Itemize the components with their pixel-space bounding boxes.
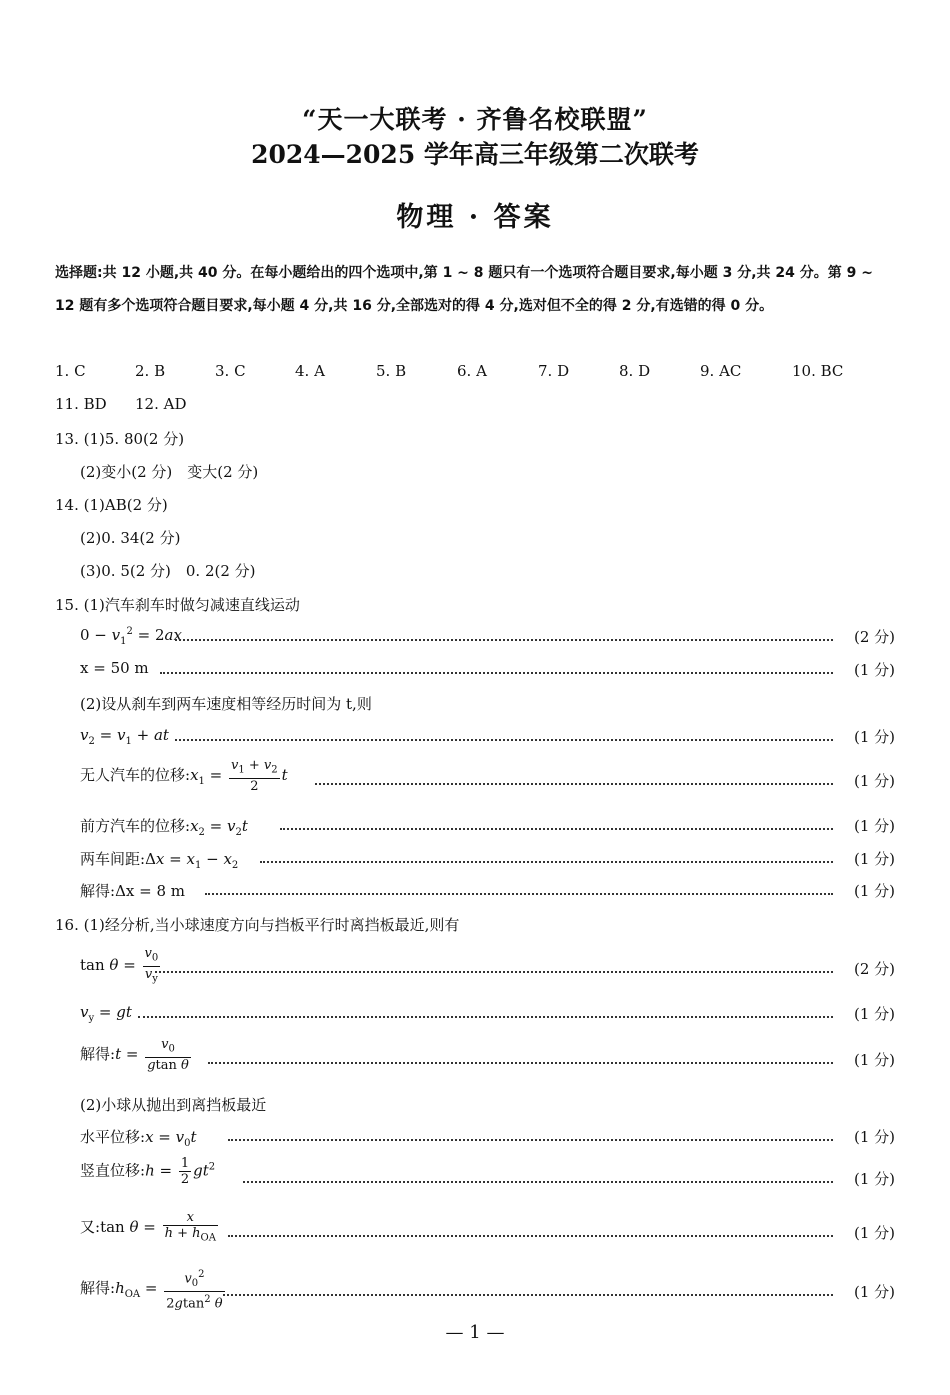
score: (1 分) xyxy=(853,882,895,900)
q15-eq-gap xyxy=(80,848,895,872)
mc-answer: 7. D xyxy=(538,362,570,380)
page-number: — 1 — xyxy=(445,1322,505,1343)
mc-answer: 5. B xyxy=(376,362,407,380)
equation: 前方汽车的位移$:x_2 = v_2t$ xyxy=(80,817,248,838)
q15-eq-x2 xyxy=(80,815,895,839)
equation: 水平位移:x = $v_0t$ xyxy=(80,1128,197,1149)
q15-eq-brake xyxy=(80,626,895,650)
q16-eq-hoa xyxy=(80,1269,895,1312)
q13-part2: (2)变小(2 分) 变大(2 分) xyxy=(80,463,259,481)
equation: 又:tan θ = $\frac{x}{h + h_{OA}}$ xyxy=(80,1210,216,1244)
equation: 解得:Δx = 8 m xyxy=(80,882,185,900)
q16-eq-horizontal xyxy=(80,1126,895,1150)
q15-eq-distance xyxy=(80,659,895,683)
q16-eq-vy xyxy=(80,1003,895,1027)
q16-eq-tan xyxy=(80,946,895,985)
mc-answer: 1. C xyxy=(55,362,86,380)
mc-answer: 11. BD xyxy=(55,395,107,413)
q14-part3: (3)0. 5(2 分) 0. 2(2 分) xyxy=(80,562,256,580)
score: (2 分) xyxy=(853,628,895,646)
leader-dots xyxy=(155,971,833,973)
score: (1 分) xyxy=(853,772,895,790)
q15-eq-x1 xyxy=(80,758,895,794)
equation: $v_y$ = gt xyxy=(80,1003,132,1024)
score: (1 分) xyxy=(853,661,895,679)
score: (1 分) xyxy=(853,850,895,868)
mc-answer: 12. AD xyxy=(135,395,187,413)
q15-eq-velocity xyxy=(80,726,895,750)
q16-eq-tan-geometry xyxy=(80,1210,895,1246)
equation: 两车间距:Δx = $x_1 - x_2$ xyxy=(80,850,239,871)
equation: 解得:t = $\frac{v_0}{\text{gtan θ}}$ xyxy=(80,1037,189,1073)
score: (1 分) xyxy=(853,1224,895,1242)
q16-eq-t xyxy=(80,1037,895,1073)
q14-part1: 14. (1)AB(2 分) xyxy=(55,496,168,514)
equation: x = 50 m xyxy=(80,659,149,677)
leader-dots xyxy=(260,861,833,863)
score: (1 分) xyxy=(853,1170,895,1188)
leader-dots xyxy=(175,739,833,741)
leader-dots xyxy=(175,639,833,641)
q16-part2: (2)小球从抛出到离挡板最近 xyxy=(80,1096,267,1114)
score: (1 分) xyxy=(853,728,895,746)
leader-dots xyxy=(208,1062,833,1064)
mc-answer: 2. B xyxy=(135,362,166,380)
leader-dots xyxy=(205,893,833,895)
leader-dots xyxy=(243,1181,833,1183)
equation: tan θ = $\frac{v_0}{v_y}$ xyxy=(80,946,159,985)
q15-eq-result xyxy=(80,880,895,904)
q13-part1: 13. (1)5. 80(2 分) xyxy=(55,430,185,448)
leader-dots xyxy=(138,1016,833,1018)
equation: 竖直位移:h = $\frac{1}{2}$ $gt^2$ xyxy=(80,1156,216,1187)
equation: 无人汽车的位移$:x_1$ = $\frac{v_1 + v_2}{2}$ t xyxy=(80,758,288,794)
leader-dots xyxy=(160,672,833,674)
exam-title: “天一大联考 · 齐鲁名校联盟” xyxy=(302,105,648,134)
leader-dots xyxy=(228,1235,833,1237)
mc-answer: 8. D xyxy=(619,362,651,380)
leader-dots xyxy=(315,783,833,785)
score: (2 分) xyxy=(853,960,895,978)
q15-part2: (2)设从刹车到两车速度相等经历时间为 t,则 xyxy=(80,695,372,713)
leader-dots xyxy=(228,1139,833,1141)
leader-dots xyxy=(223,1294,833,1296)
q15-intro: 15. (1)汽车刹车时做匀减速直线运动 xyxy=(55,596,300,614)
equation: 解得$:h_{OA}$ = $\frac{v_0^2}{2gtan^2 \theta}$ xyxy=(80,1269,223,1312)
leader-dots xyxy=(280,828,833,830)
mc-answer: 9. AC xyxy=(700,362,742,380)
q16-eq-vertical xyxy=(80,1156,895,1192)
score: (1 分) xyxy=(853,1051,895,1069)
q16-intro: 16. (1)经分析,当小球速度方向与挡板平行时离挡板最近,则有 xyxy=(55,916,460,934)
equation: $0 - v_1^2 = 2ax$ xyxy=(80,626,182,647)
score: (1 分) xyxy=(853,1283,895,1301)
mc-answer: 6. A xyxy=(457,362,487,380)
q14-part2: (2)0. 34(2 分) xyxy=(80,529,181,547)
score: (1 分) xyxy=(853,1128,895,1146)
mc-answer: 10. BC xyxy=(792,362,844,380)
score: (1 分) xyxy=(853,1005,895,1023)
equation: $v_2 = v_1$ + at xyxy=(80,726,169,747)
score: (1 分) xyxy=(853,817,895,835)
instructions: 选择题:共 12 小题,共 40 分。在每小题给出的四个选项中,第 1 ~ 8 题只有一个选项符合题目要求,每小题 3 分,共 24 分。第 9 ~ 12 题有多个选项符合题目要求,每小题 4 分,共 16 分,全部选对的得 4 分,选对但不全的得 2 分,有选错的得 0 分。 xyxy=(55,265,873,314)
subject-title: 物理 · 答案 xyxy=(396,202,554,233)
mc-answer: 3. C xyxy=(215,362,246,380)
exam-subtitle: 2024—2025 学年高三年级第二次联考 xyxy=(251,140,699,169)
mc-answer: 4. A xyxy=(295,362,325,380)
